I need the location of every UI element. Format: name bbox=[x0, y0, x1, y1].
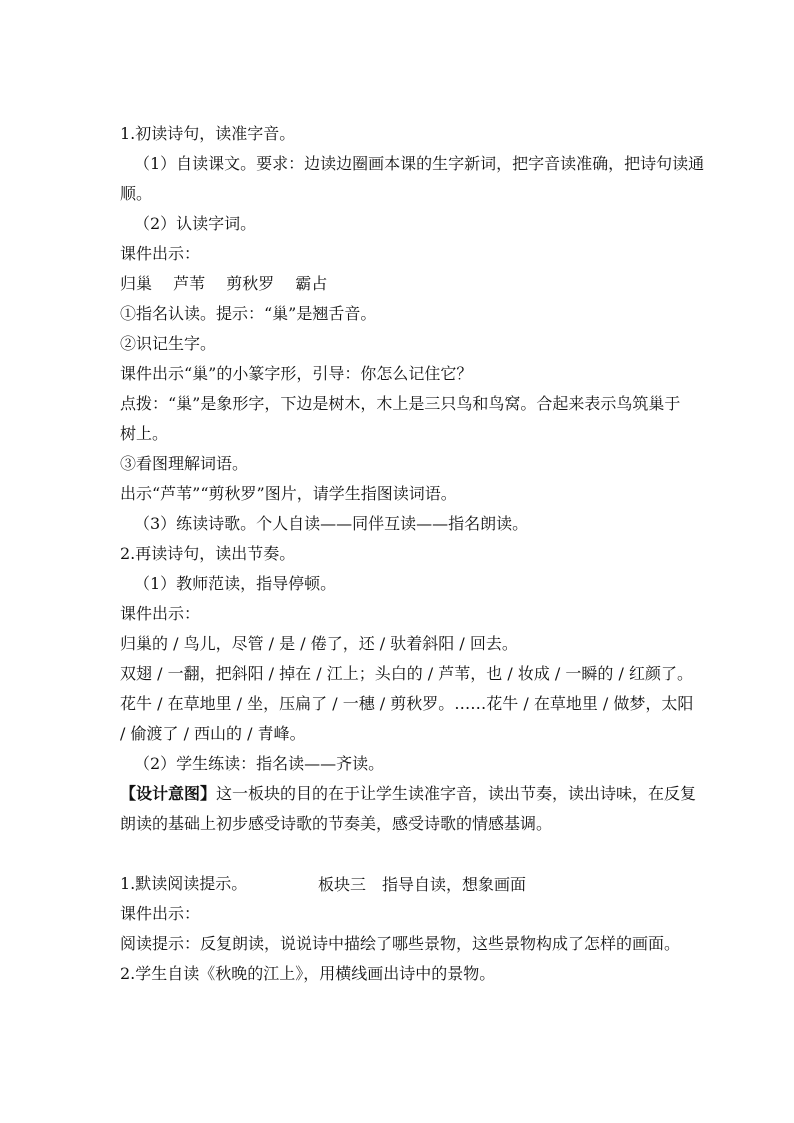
design-intent-tag: 【设计意图】 bbox=[120, 784, 217, 803]
paragraph-practice-reading: （3）练读诗歌。个人自读——同伴互读——指名朗读。 bbox=[134, 514, 529, 533]
paragraph-self-read: （1）自读课文。要求：边读边圈画本课的生字新词，把字音读准确，把诗句读通 bbox=[134, 154, 705, 173]
vocab-word: 剪秋罗 bbox=[226, 274, 275, 293]
paragraph-student-practice: （2）学生练读：指名读——齐读。 bbox=[134, 754, 385, 773]
step-3-2: 2.学生自读《秋晚的江上》，用横线画出诗中的景物。 bbox=[120, 964, 496, 983]
design-intent bbox=[120, 779, 697, 809]
paragraph-pictures: 出示“芦苇”“剪秋罗”图片，请学生指图读词语。 bbox=[120, 484, 457, 503]
design-intent-cont: 朗读的基础上初步感受诗歌的节奏美，感受诗歌的情感基调。 bbox=[120, 814, 553, 833]
courseware-label: 课件出示： bbox=[120, 244, 201, 263]
poem-line-1: 归巢的 / 鸟儿，尽管 / 是 / 倦了，还 / 驮着斜阳 / 回去。 bbox=[120, 634, 518, 653]
courseware-label-3: 课件出示： bbox=[120, 904, 201, 923]
paragraph-seal-script: 课件出示“巢”的小篆字形，引导：你怎么记住它？ bbox=[120, 364, 473, 383]
poem-line-3-cont: / 偷渡了 / 西山的 / 青峰。 bbox=[120, 724, 306, 743]
point-3: ③看图理解词语。 bbox=[120, 454, 249, 473]
paragraph-teacher-model: （1）教师范读，指导停顿。 bbox=[134, 574, 337, 593]
vocab-word: 霸占 bbox=[295, 274, 328, 293]
paragraph-hint-cont: 树上。 bbox=[120, 424, 169, 443]
courseware-label-2: 课件出示： bbox=[120, 604, 201, 623]
paragraph-self-read-cont: 顺。 bbox=[120, 184, 153, 203]
paragraph-recognize-words: （2）认读字词。 bbox=[134, 214, 257, 233]
section-3-title: 板块三 指导自读，想象画面 bbox=[318, 875, 527, 894]
point-1: ①指名认读。提示：“巢”是翘舌音。 bbox=[120, 304, 377, 323]
design-intent-text: 这一板块的目的在于让学生读准字音，读出节奏，读出诗味，在反复 bbox=[216, 784, 697, 803]
vocabulary-list bbox=[120, 269, 680, 299]
step-1-heading: 1.初读诗句，读准字音。 bbox=[120, 124, 296, 143]
point-2: ②识记生字。 bbox=[120, 334, 217, 353]
vocab-word: 芦苇 bbox=[173, 274, 206, 293]
section-3-spacer bbox=[120, 839, 680, 869]
paragraph-hint: 点拨：“巢”是象形字，下边是树木，木上是三只鸟和鸟窝。合起来表示鸟筑巢于 bbox=[120, 394, 681, 413]
step-3-1: 1.默读阅读提示。 bbox=[120, 874, 248, 893]
step-2-heading: 2.再读诗句，读出节奏。 bbox=[120, 544, 296, 563]
poem-line-2: 双翅 / 一翻，把斜阳 / 掉在 / 江上；头白的 / 芦苇，也 / 妆成 / 一瞬的 / 红颜了。 bbox=[120, 664, 693, 683]
reading-tip: 阅读提示：反复朗读，说说诗中描绘了哪些景物，这些景物构成了怎样的画面。 bbox=[120, 934, 681, 953]
poem-line-3: 花牛 / 在草地里 / 坐，压扁了 / 一穗 / 剪秋罗。……花牛 / 在草地里 / 做梦，太阳 bbox=[120, 694, 694, 713]
vocab-word: 归巢 bbox=[120, 274, 153, 293]
document-body bbox=[120, 119, 705, 989]
